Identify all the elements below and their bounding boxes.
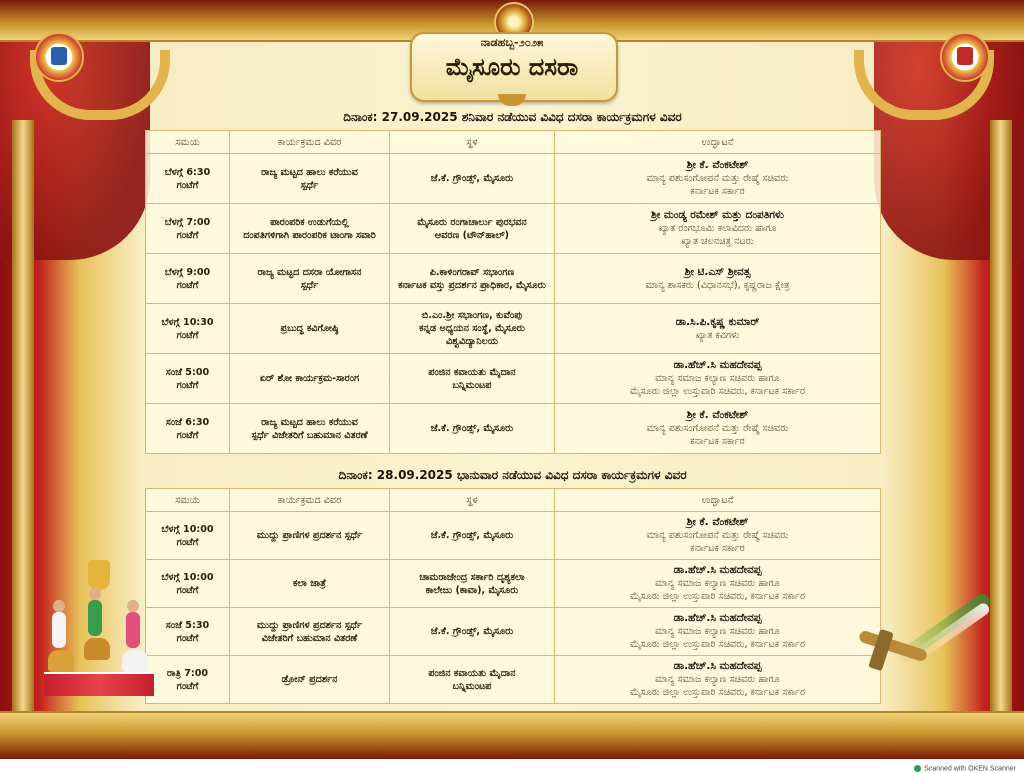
time-line: ಸಂಜೆ 6:30 [165,416,210,428]
event-inauguration [555,512,881,560]
description-line: ಸ್ಪರ್ಧೆ [300,279,319,291]
time-unit: ಗಂಟೆಗೆ [176,632,199,644]
event-description [230,154,390,204]
time-unit: ಗಂಟೆಗೆ [176,279,199,291]
event-time [146,354,230,404]
description-line: ಮುದ್ದು ಪ್ರಾಣಿಗಳ ಪ್ರದರ್ಶನ ಸ್ಪರ್ಧೆ [256,619,363,631]
time-unit: ಗಂಟೆಗೆ [176,584,199,596]
inaugurator-designation: ಖ್ಯಾತ ರಂಗಭೂಮಿ ಕಲಾವಿದರು ಹಾಗೂ [658,223,777,234]
event-time [146,154,230,204]
event-venue [390,560,555,608]
description-line: ಸ್ಪರ್ಧೆ ವಿಜೇತರಿಗೆ ಬಹುಮಾನ ವಿತರಣೆ [251,429,368,441]
event-inauguration [555,608,881,656]
inaugurator-name: ಡಾ.ಹೆಚ್.ಸಿ ಮಹದೇವಪ್ಪ [673,359,762,371]
table-row [146,404,881,454]
time-line: ಬೆಳಗ್ಗೆ 7:00 [164,216,211,228]
description-line: ಪಾರಂಪರಿಕ ಉಡುಗೆಯಲ್ಲಿ [270,216,349,228]
state-emblem-logo [34,32,84,82]
inaugurator-designation: ಕರ್ನಾಟಕ ಸರ್ಕಾರ [690,436,745,447]
event-description [230,404,390,454]
inaugurator-designation: ಮಾನ್ಯ ಶಾಸಕರು (ವಿಧಾನಸಭೆ), ಕೃಷ್ಣರಾಜ ಕ್ಷೇತ್ರ [645,279,790,291]
event-venue [390,204,555,254]
column-header-time: ಸಮಯ [146,131,230,154]
day2-schedule-table [145,488,881,704]
scanner-watermark: Scanned with OKEN Scanner [924,765,1016,772]
event-description [230,304,390,354]
right-pillar-decoration [990,120,1012,720]
inaugurator-designation: ಮಾನ್ಯ ಪಶುಸಂಗೋಪನೆ ಮತ್ತು ರೇಷ್ಮೆ ಸಚಿವರು [646,530,789,541]
venue-line: ಜೆ.ಕೆ. ಗ್ರೌಂಡ್ಸ್, ಮೈಸೂರು [430,626,514,637]
event-venue [390,656,555,704]
description-line: ಕಲಾ ಜಾತ್ರೆ [293,578,326,589]
inaugurator-name: ಶ್ರೀ ಕೆ. ವೆಂಕಟೇಶ್ [686,516,749,528]
banner-ornament [498,94,526,106]
scanner-footer [0,759,1024,773]
inaugurator-name: ಡಾ.ಹೆಚ್.ಸಿ ಮಹದೇವಪ್ಪ [673,612,762,624]
inaugurator-name: ಡಾ.ಹೆಚ್.ಸಿ ಮಹದೇವಪ್ಪ [673,564,762,576]
inaugurator-designation: ಖ್ಯಾತ ಚಲನಚಿತ್ರ ನಟರು [681,236,754,247]
event-description [230,656,390,704]
inaugurator-name: ಡಾ.ಸಿ.ಪಿ.ಕೃಷ್ಣ ಕುಮಾರ್ [675,315,760,328]
table-row [146,656,881,704]
event-description [230,254,390,304]
time-line: ಸಂಜೆ 5:00 [165,366,210,378]
pet-show-illustration [44,560,154,695]
event-venue [390,354,555,404]
inaugurator-designation: ಮೈಸೂರು ಜಿಲ್ಲಾ ಉಸ್ತುವಾರಿ ಸಚಿವರು, ಕರ್ನಾಟಕ ಸರ್ಕಾರ [629,591,806,602]
venue-line: ಕಾಲೇಜು (ಕಾವಾ), ಮೈಸೂರು [425,584,519,596]
venue-line: ಮೈಸೂರು ರಂಗಾಚಾರ್ಲು ಪುರಭವನ [417,216,527,228]
inaugurator-designation: ಮಾನ್ಯ ಸಮಾಜ ಕಲ್ಯಾಣ ಸಚಿವರು ಹಾಗೂ [655,626,780,637]
description-line: ದಂಪತಿಗಳಿಗಾಗಿ ಪಾರಂಪರಿಕ ಟಾಂಗಾ ಸವಾರಿ [243,229,376,241]
event-time [146,608,230,656]
description-line: ವಿಜೇತರಿಗೆ ಬಹುಮಾನ ವಿತರಣೆ [261,632,358,644]
venue-line: ಚಾಮರಾಜೇಂದ್ರ ಸರ್ಕಾರಿ ದೃಶ್ಯಕಲಾ [419,571,525,583]
venue-line: ಬನ್ನಿಮಂಟಪ [452,379,492,391]
description-line: ರಾಜ್ಯ ಮಟ್ಟದ ದಸರಾ ಯೋಗಾಸನ [257,266,362,278]
table-row [146,512,881,560]
venue-line: ಜೆ.ಕೆ. ಗ್ರೌಂಡ್ಸ್, ಮೈಸೂರು [430,173,514,184]
inaugurator-designation: ಖ್ಯಾತ ಕವಿಗಳು [695,329,740,341]
time-line: ಬೆಳಗ್ಗೆ 10:00 [161,523,214,535]
event-venue [390,254,555,304]
event-inauguration [555,656,881,704]
time-line: ಬೆಳಗ್ಗೆ 9:00 [164,266,211,278]
venue-line: ಕನ್ನಡ ಅಧ್ಯಯನ ಸಂಸ್ಥೆ, ಮೈಸೂರು ವಿಶ್ವವಿದ್ಯಾನಿಲಯ [419,323,525,347]
inaugurator-designation: ಮೈಸೂರು ಜಿಲ್ಲಾ ಉಸ್ತುವಾರಿ ಸಚಿವರು, ಕರ್ನಾಟಕ ಸರ್ಕಾರ [629,687,806,698]
time-unit: ಗಂಟೆಗೆ [176,179,199,191]
table-header-row [146,489,881,512]
event-description [230,512,390,560]
event-time [146,254,230,304]
event-time [146,204,230,254]
column-header-inauguration: ಉದ್ಘಾಟನೆ [555,131,881,154]
event-time [146,656,230,704]
event-description [230,204,390,254]
venue-line: ಪಿ.ಕಾಳಿಂಗರಾವ್ ಸಭಾಂಗಣ [429,266,515,278]
description-line: ಮುದ್ದು ಪ್ರಾಣಿಗಳ ಪ್ರದರ್ಶನ ಸ್ಪರ್ಧೆ [256,530,363,541]
dasara-elephant-logo [940,32,990,82]
inaugurator-name: ಡಾ.ಹೆಚ್.ಸಿ ಮಹದೇವಪ್ಪ [673,660,762,672]
inaugurator-name: ಶ್ರೀ ಕೆ. ವೆಂಕಟೇಶ್ [686,159,749,171]
event-time [146,304,230,354]
event-venue [390,304,555,354]
festival-title: ಮೈಸೂರು ದಸರಾ [445,52,579,81]
event-inauguration [555,354,881,404]
time-unit: ಗಂಟೆಗೆ [176,329,199,341]
airshow-plane-illustration [848,580,988,690]
column-header-time: ಸಮಯ [146,489,230,512]
time-unit: ಗಂಟೆಗೆ [176,429,199,441]
table-row [146,608,881,656]
column-header-program: ಕಾರ್ಯಕ್ರಮದ ವಿವರ [230,131,390,154]
event-inauguration [555,560,881,608]
description-line: ರಾಜ್ಯ ಮಟ್ಟದ ಹಾಲು ಕರೆಯುವ [261,416,358,428]
child-figure [88,600,102,636]
inaugurator-designation: ಮಾನ್ಯ ಸಮಾಜ ಕಲ್ಯಾಣ ಸಚಿವರು ಹಾಗೂ [655,578,780,589]
description-line: ಡ್ರೋನ್ ಪ್ರದರ್ಶನ [281,674,338,685]
festival-year: ನಾಡಹಬ್ಬ-೨೦೨೫ [480,36,544,49]
bottom-border-decoration [0,711,1024,759]
inaugurator-name: ಶ್ರೀ ಕೆ. ವೆಂಕಟೇಶ್ [686,409,749,421]
day1-schedule-table [145,130,881,454]
table-row [146,154,881,204]
podium [44,672,154,696]
time-line: ಸಂಜೆ 5:30 [165,619,210,631]
event-time [146,560,230,608]
inaugurator-designation: ಮೈಸೂರು ಜಿಲ್ಲಾ ಉಸ್ತುವಾರಿ ಸಚಿವರು, ಕರ್ನಾಟಕ ಸರ್ಕಾರ [629,386,806,397]
scanner-logo-icon [914,765,921,772]
dog-figure [48,650,74,672]
day1-title: ದಿನಾಂಕ: 27.09.2025 ಶನಿವಾರ ನಡೆಯುವ ವಿವಿಧ ದಸರಾ ಕಾರ್ಯಕ್ರಮಗಳ ವಿವರ [343,110,682,124]
day2-title: ದಿನಾಂಕ: 28.09.2025 ಭಾನುವಾರ ನಡೆಯುವ ವಿವಿಧ ದಸರಾ ಕಾರ್ಯಕ್ರಮಗಳ ವಿವರ [338,468,687,482]
description-line: ಸ್ಪರ್ಧೆ [300,179,319,191]
description-line: ಏರ್ ಶೋ ಕಾರ್ಯಕ್ರಮ-ಸಾರಂಗ [259,373,360,384]
event-venue [390,154,555,204]
child-figure [52,612,66,648]
time-line: ರಾತ್ರಿ 7:00 [166,667,209,679]
time-line: ಬೆಳಗ್ಗೆ 6:30 [164,166,211,178]
event-description [230,608,390,656]
table-row [146,354,881,404]
column-header-venue: ಸ್ಥಳ [390,489,555,512]
inaugurator-designation: ಮೈಸೂರು ಜಿಲ್ಲಾ ಉಸ್ತುವಾರಿ ಸಚಿವರು, ಕರ್ನಾಟಕ ಸರ್ಕಾರ [629,639,806,650]
event-inauguration [555,254,881,304]
venue-line: ಪಂಜಿನ ಕವಾಯತು ಮೈದಾನ [428,667,516,679]
venue-line: ಜೆ.ಕೆ. ಗ್ರೌಂಡ್ಸ್, ಮೈಸೂರು [430,530,514,541]
venue-line: ಪಂಜಿನ ಕವಾಯತು ಮೈದಾನ [428,366,516,378]
column-header-inauguration: ಉದ್ಘಾಟನೆ [555,489,881,512]
event-inauguration [555,304,881,354]
event-inauguration [555,154,881,204]
event-venue [390,404,555,454]
event-venue [390,608,555,656]
venue-line: ಕರ್ನಾಟಕ ವಸ್ತು ಪ್ರದರ್ಶನ ಪ್ರಾಧಿಕಾರ, ಮೈಸೂರು [398,279,546,291]
dog-figure [84,638,110,660]
event-inauguration [555,204,881,254]
table-header-row [146,131,881,154]
table-row [146,254,881,304]
event-description [230,560,390,608]
inaugurator-designation: ಮಾನ್ಯ ಸಮಾಜ ಕಲ್ಯಾಣ ಸಚಿವರು ಹಾಗೂ [655,373,780,384]
header-banner [402,2,622,106]
inaugurator-designation: ಕರ್ನಾಟಕ ಸರ್ಕಾರ [690,186,745,197]
time-unit: ಗಂಟೆಗೆ [176,536,199,548]
time-line: ಬೆಳಗ್ಗೆ 10:30 [161,316,214,328]
time-unit: ಗಂಟೆಗೆ [176,680,199,692]
trophy-icon [88,560,110,590]
time-line: ಬೆಳಗ್ಗೆ 10:00 [161,571,214,583]
description-line: ಪ್ರಬುದ್ಧ ಕವಿಗೋಷ್ಠಿ [280,323,339,334]
inaugurator-designation: ಮಾನ್ಯ ಪಶುಸಂಗೋಪನೆ ಮತ್ತು ರೇಷ್ಮೆ ಸಚಿವರು [646,423,789,434]
event-venue [390,512,555,560]
table-row [146,560,881,608]
venue-line: ಜೆ.ಕೆ. ಗ್ರೌಂಡ್ಸ್, ಮೈಸೂರು [430,423,514,434]
child-figure [126,612,140,648]
event-inauguration [555,404,881,454]
left-pillar-decoration [12,120,34,720]
inaugurator-name: ಶ್ರೀ ಮಂಡ್ಯ ರಮೇಶ್ ಮತ್ತು ದಂಪತಿಗಳು [650,209,784,221]
venue-line: ಬನ್ನಿಮಂಟಪ [452,680,492,692]
inaugurator-designation: ಕರ್ನಾಟಕ ಸರ್ಕಾರ [690,543,745,554]
venue-line: ಬಿ.ಎಂ.ಶ್ರೀ ಸಭಾಂಗಣ, ಕುವೆಂಪು [421,310,523,321]
event-time [146,404,230,454]
column-header-program: ಕಾರ್ಯಕ್ರಮದ ವಿವರ [230,489,390,512]
column-header-venue: ಸ್ಥಳ [390,131,555,154]
description-line: ರಾಜ್ಯ ಮಟ್ಟದ ಹಾಲು ಕರೆಯುವ [261,166,358,178]
table-row [146,204,881,254]
venue-line: ಆವರಣ (ಟೌನ್‌ಹಾಲ್) [434,229,510,241]
event-description [230,354,390,404]
time-unit: ಗಂಟೆಗೆ [176,229,199,241]
table-row [146,304,881,354]
inaugurator-name: ಶ್ರೀ ಟಿ.ಎಸ್ ಶ್ರೀವತ್ಸ [684,265,751,278]
inaugurator-designation: ಮಾನ್ಯ ಪಶುಸಂಗೋಪನೆ ಮತ್ತು ರೇಷ್ಮೆ ಸಚಿವರು [646,173,789,184]
dog-figure [122,650,148,672]
time-unit: ಗಂಟೆಗೆ [176,379,199,391]
event-time [146,512,230,560]
inaugurator-designation: ಮಾನ್ಯ ಸಮಾಜ ಕಲ್ಯಾಣ ಸಚಿವರು ಹಾಗೂ [655,674,780,685]
